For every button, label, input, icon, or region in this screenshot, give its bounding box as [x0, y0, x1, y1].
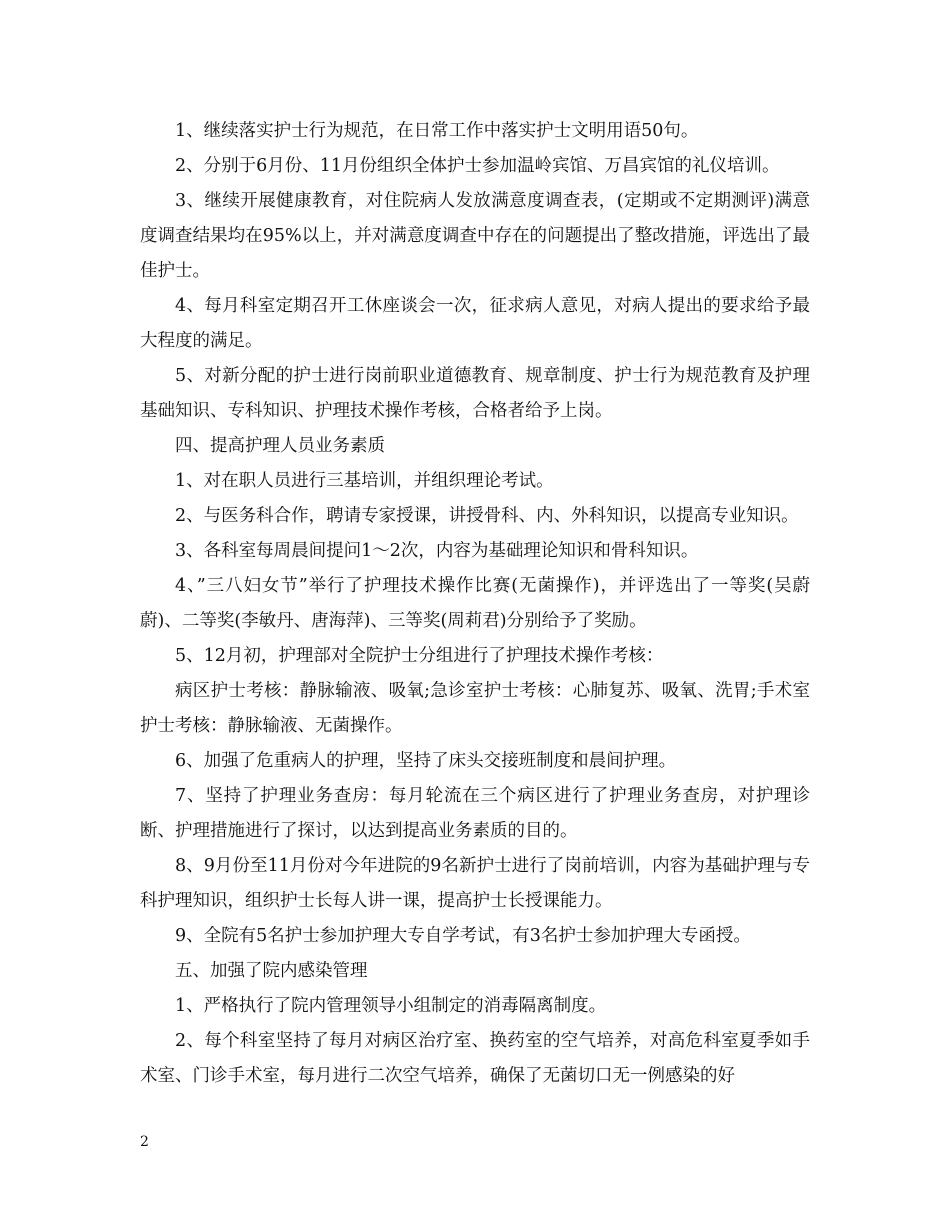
paragraph-16: 1、严格执行了院内管理领导小组制定的消毒隔离制度。 — [175, 996, 607, 1016]
paragraph-4: 4、每月科室定期召开工休座谈会一次，征求病人意见，对病人提出的要求给予最大程度的满足。 — [140, 296, 810, 351]
paragraph-3: 3、继续开展健康教育，对住院病人发放满意度调查表，(定期或不定期测评)满意度调查结果均在95%以上，并对满意度调查中存在的问题提出了整改措施，评选出了最佳护士。 — [140, 191, 810, 281]
paragraph-7: 2、与医务科合作，聘请专家授课，讲授骨科、内、外科知识，以提高专业知识。 — [175, 506, 799, 526]
paragraph-10: 5、12月初，护理部对全院护士分组进行了护理技术操作考核： — [175, 646, 664, 666]
page-number: 2 — [140, 1134, 149, 1150]
paragraph-2: 2、分别于6月份、11月份组织全体护士参加温岭宾馆、万昌宾馆的礼仪培训。 — [175, 156, 780, 176]
paragraph-17: 2、每个科室坚持了每月对病区治疗室、换药室的空气培养，对高危科室夏季如手术室、门诊手术室，每月进行二次空气培养，确保了无菌切口无一例感染的好 — [140, 1031, 810, 1086]
paragraph-5: 5、对新分配的护士进行岗前职业道德教育、规章制度、护士行为规范教育及护理基础知识、专科知识、护理技术操作考核，合格者给予上岗。 — [140, 366, 810, 421]
paragraph-8: 3、各科室每周晨间提问1～2次，内容为基础理论知识和骨科知识。 — [175, 541, 699, 561]
paragraph-1: 1、继续落实护士行为规范，在日常工作中落实护士文明用语50句。 — [175, 121, 699, 141]
paragraph-12: 6、加强了危重病人的护理，坚持了床头交接班制度和晨间护理。 — [175, 751, 677, 771]
paragraph-9: 4、”三八妇女节”举行了护理技术操作比赛(无菌操作)，并评选出了一等奖(吴蔚蔚)、二等奖(李敏丹、唐海萍)、三等奖(周莉君)分别给予了奖励。 — [140, 576, 810, 631]
paragraph-13: 7、坚持了护理业务查房：每月轮流在三个病区进行了护理业务查房，对护理诊断、护理措施进行了探讨，以达到提高业务素质的目的。 — [140, 786, 810, 841]
paragraph-11: 病区护士考核：静脉输液、吸氧;急诊室护士考核：心肺复苏、吸氧、洗胃;手术室护士考核：静脉输液、无菌操作。 — [140, 681, 810, 736]
document-body — [140, 114, 810, 1094]
section-heading-4: 四、提高护理人员业务素质 — [175, 436, 385, 456]
paragraph-14: 8、9月份至11月份对今年进院的9名新护士进行了岗前培训，内容为基础护理与专科护理知识，组织护士长每人讲一课，提高护士长授课能力。 — [140, 856, 810, 911]
paragraph-15: 9、全院有5名护士参加护理大专自学考试，有3名护士参加护理大专函授。 — [175, 926, 751, 946]
section-heading-5: 五、加强了院内感染管理 — [175, 961, 368, 981]
paragraph-6: 1、对在职人员进行三基培训，并组织理论考试。 — [175, 471, 554, 491]
